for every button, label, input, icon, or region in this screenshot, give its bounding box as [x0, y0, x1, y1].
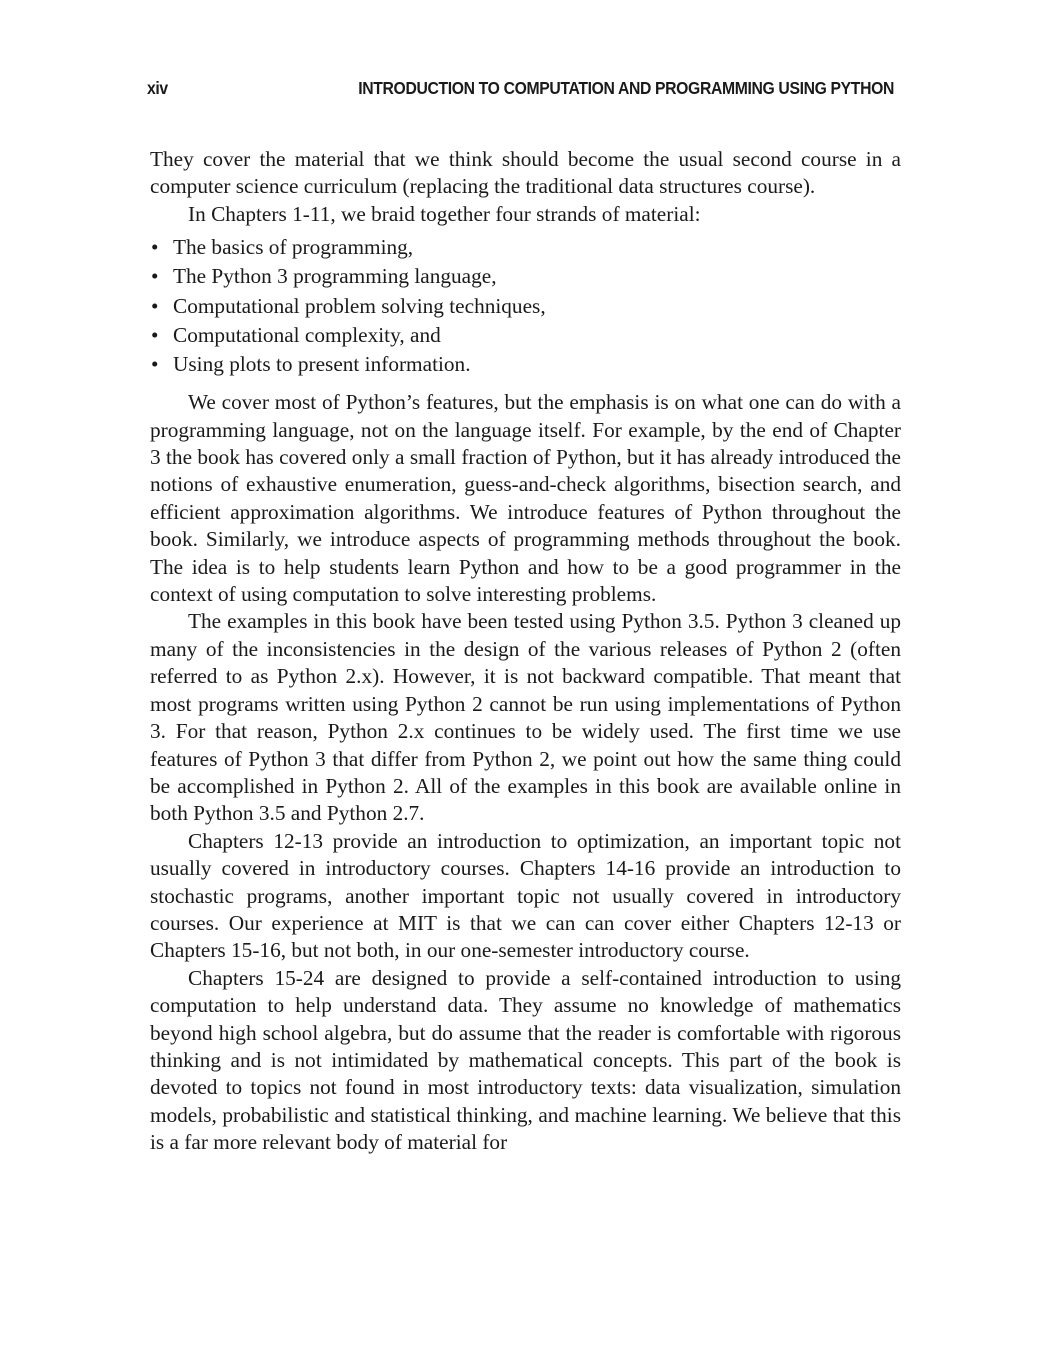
- list-item-text: The Python 3 programming language,: [173, 264, 497, 289]
- bullet-icon: •: [151, 352, 159, 377]
- body-text: [150, 146, 901, 1157]
- bullet-icon: •: [151, 264, 159, 289]
- list-item-text: The basics of programming,: [173, 235, 414, 260]
- list-item: [150, 292, 901, 321]
- list-item-text: Using plots to present information.: [173, 352, 471, 377]
- list-item: [150, 262, 901, 291]
- paragraph: Chapters 15-24 are designed to provide a self-contained introduction to using computation to help understand data. They assume no knowledge of mathematics beyond high school algebra, but do assume that the reader is comfortable with rigorous thinking and is not intimidated by mathematical concepts. This part of the book is devoted to topics not found in most introductory texts: data visualization, simulation models, probabilistic and statistical thinking, and machine learning. We believe that this is a far more relevant body of material for: [150, 965, 901, 1155]
- list-item-text: Computational problem solving techniques,: [173, 293, 546, 318]
- paragraph: They cover the material that we think should become the usual second course in a computer science curriculum (replacing the traditional data structures course).: [150, 147, 901, 199]
- page-number: xiv: [147, 78, 168, 98]
- list-item: [150, 233, 901, 262]
- list-item-text: Computational complexity, and: [173, 322, 441, 347]
- paragraph: In Chapters 1-11, we braid together four strands of material:: [188, 201, 701, 226]
- list-item: [150, 350, 901, 379]
- bullet-icon: •: [151, 293, 159, 318]
- paragraph: The examples in this book have been tested using Python 3.5. Python 3 cleaned up many of the inconsistencies in the design of the various releases of Python 2 (often referred to as Python 2.x). However, it is not backward compatible. That meant that most programs written using Python 2 cannot be run using implementations of Python 3. For that reason, Python 2.x continues to be widely used. The first time we use features of Python 3 that differ from Python 2, we point out how the same thing could be accomplished in Python 2. All of the examples in this book are available online in both Python 3.5 and Python 2.7.: [150, 609, 901, 826]
- paragraph: Chapters 12-13 provide an introduction to optimization, an important topic not usually covered in introductory courses. Chapters 14-16 provide an introduction to stochastic programs, another important topic not usually covered in introductory courses. Our experience at MIT is that we can can cover either Chapters 12-13 or Chapters 15-16, but not both, in our one-semester introductory course.: [150, 828, 901, 963]
- paragraph: We cover most of Python’s features, but the emphasis is on what one can do with a programming language, not on the language itself. For example, by the end of Chapter 3 the book has covered only a small fraction of Python, but it has already introduced the notions of exhaustive enumeration, guess-and-check algorithms, bisection search, and efficient approximation algorithms. We introduce features of Python throughout the book. Similarly, we introduce aspects of programming methods throughout the book. The idea is to help students learn Python and how to be a good programmer in the context of using computation to solve interesting problems.: [150, 390, 901, 607]
- running-title: INTRODUCTION TO COMPUTATION AND PROGRAMMING USING PYTHON: [358, 78, 894, 98]
- bullet-icon: •: [151, 322, 159, 347]
- bullet-icon: •: [151, 235, 159, 260]
- list-item: [150, 321, 901, 350]
- running-header: [147, 78, 894, 104]
- bullet-list: [150, 233, 901, 379]
